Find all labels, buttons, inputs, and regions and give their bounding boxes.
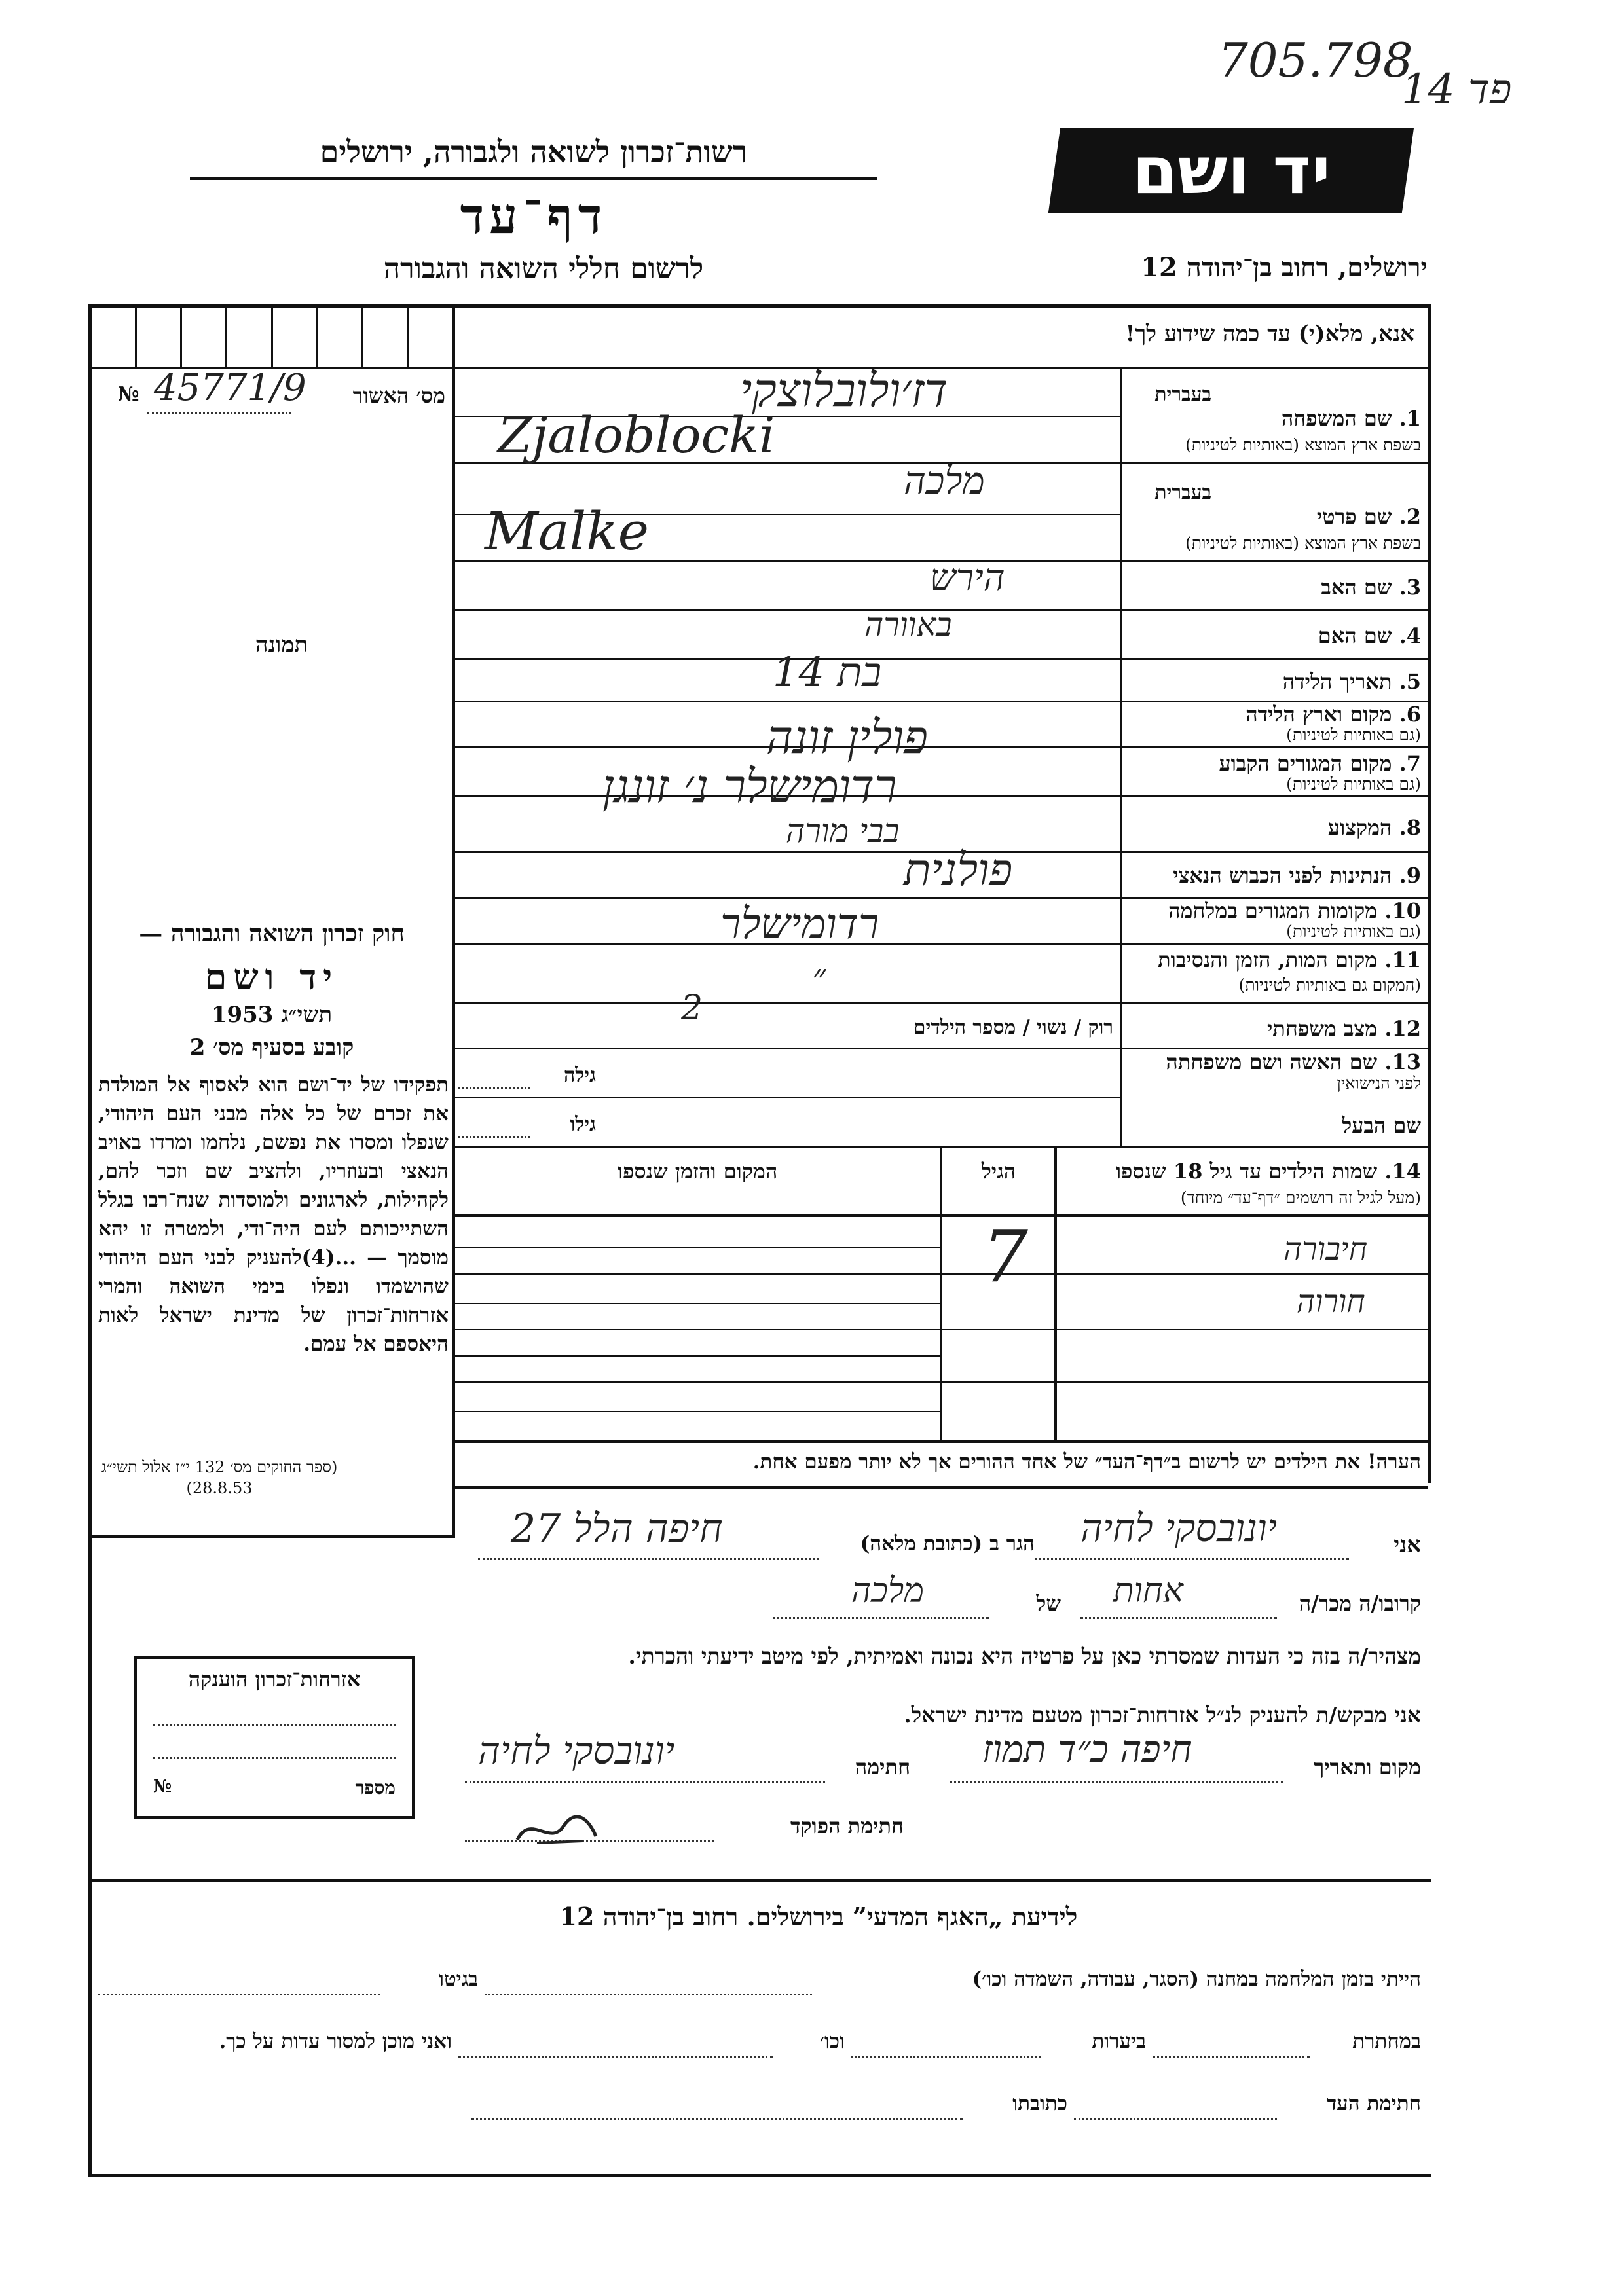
wife-age-label: גילה	[563, 1064, 596, 1087]
declaration-request: אני מבקש/ת להעניק לנ״ל אזרחות־זכרון מטעם מדינת ישראל.	[904, 1702, 1421, 1728]
approval-prefix: №	[118, 383, 139, 406]
approval-value: 45771/9	[154, 367, 306, 409]
firstname-hebrew: מלכה	[904, 458, 985, 503]
law-clause: קובע בסעיף מס׳ 2	[189, 1034, 354, 1061]
residence: רדומישלר נ׳ זונגן	[602, 759, 897, 813]
declaration-statement: מצהיר/ה בזה כי העדות שמסרתי כאן על פרטיה היא נכונה ואמיתית, לפי מיטב ידיעתי והכרתי.	[628, 1643, 1421, 1669]
field-10-label: 10. מקומות המגורים במלחמה	[1168, 898, 1421, 923]
declaration-i-label: אני	[1393, 1532, 1421, 1558]
label-column-divider	[1120, 367, 1122, 1146]
bottom-title: לידיעת „האגף המדעי” בירושלים. רחוב בן־יהודה 12	[559, 1902, 1078, 1931]
bottom-line3-b: כתובתו	[1012, 2092, 1067, 2115]
signature-label: חתימה	[855, 1755, 910, 1779]
field-4-label: 4. שם האם	[1318, 623, 1421, 648]
authority-underline	[190, 177, 877, 180]
declaration-lives-label: הגר ב (כתובת מלאה)	[860, 1532, 1035, 1556]
death-place-ditto: ״	[812, 956, 826, 998]
officer-signature-label: חתימת הפוקד	[790, 1813, 904, 1838]
address: ירושלים, רחוב בן־יהודה 12	[1141, 252, 1428, 283]
place-date-label: מקום ותאריך	[1314, 1755, 1421, 1779]
field-6-label: 6. מקום וארץ הלידה	[1246, 702, 1421, 727]
frame-right	[1428, 304, 1431, 1483]
page-marks: 14 פד	[1401, 65, 1512, 114]
profession: בבי מורה	[786, 812, 900, 850]
birth-place: פולין זונה	[766, 710, 928, 764]
firstname-latin: Malke	[485, 501, 650, 562]
field-1-label: 1. שם המשפחה	[1281, 406, 1421, 431]
child-1-age: 7	[982, 1214, 1028, 1298]
field-7-label: 7. מקום המגורים הקבוע	[1219, 751, 1421, 776]
law-name: יד ושם	[204, 956, 339, 998]
intro-text: אנא, מלא(י) עד כמה שידוע לך!	[1125, 321, 1414, 347]
bottom-line2-a: במחתרת	[1352, 2030, 1421, 2053]
surname-latin: Zjaloblocki	[498, 406, 775, 464]
children-header: 14. שמות הילדים עד גיל 18 שנספו	[1115, 1159, 1421, 1184]
field-12-options: רוק / נשוי / מספר הילדים	[913, 1016, 1113, 1039]
of-value: מלכה	[851, 1571, 925, 1611]
wartime-residence: רדומישלר	[720, 900, 879, 949]
relation-value: אחות	[1113, 1571, 1183, 1611]
place-date-value: חיפה כ״ד תמוז	[982, 1728, 1192, 1771]
approval-label: מס׳ האשור	[352, 383, 445, 408]
children-age-header: הגיל	[981, 1159, 1016, 1184]
field-11-sub: (המקום גם באותיות לטיניות)	[1238, 975, 1421, 994]
nationality: פולנית	[904, 845, 1013, 896]
field-10-sub: (גם באותיות לטיניות)	[1286, 922, 1421, 941]
citizenship-number-label: מספר	[355, 1777, 396, 1798]
form-title: דף־עד	[460, 187, 608, 245]
field-1-tag: בעברית	[1154, 383, 1211, 406]
bottom-line2-b: ביערות	[1092, 2030, 1146, 2053]
archive-number: 705.798	[1218, 33, 1413, 88]
citizenship-number-prefix: №	[153, 1777, 172, 1796]
field-1-sub: בשפת ארץ המוצא (באותיות לטיניות)	[1185, 435, 1421, 454]
citizenship-title: אזרחות־זכרון הוענקה	[188, 1667, 361, 1692]
bottom-line3-a: חתימת העד	[1327, 2092, 1421, 2115]
authority-name: רשות־זכרון לשואה ולגבורה, ירושלים	[320, 134, 748, 170]
field-7-sub: (גם באותיות לטיניות)	[1286, 774, 1421, 793]
father-name: הירש	[930, 556, 1005, 599]
yad-vashem-logo	[1048, 128, 1414, 213]
officer-signature-mark	[511, 1807, 602, 1853]
children-col-divider-1	[1054, 1146, 1057, 1440]
of-label: של	[1036, 1591, 1061, 1616]
birth-date: בת 14	[773, 648, 882, 696]
left-column-divider	[452, 304, 455, 1535]
law-year: תשי״ג 1953	[211, 1002, 333, 1028]
bottom-line2-c: וכו׳	[819, 2030, 845, 2053]
field-5-label: 5. תאריך הלידה	[1282, 669, 1421, 694]
field-8-label: 8. המקצוע	[1327, 815, 1421, 840]
photo-label: תמונה	[255, 632, 308, 658]
child-1-name: חיבורה	[1283, 1231, 1368, 1267]
children-place-header: המקום והזמן שנספו	[617, 1159, 778, 1184]
bottom-line1-b: בגיטו	[439, 1967, 478, 1991]
left-column-bottom	[88, 1535, 455, 1538]
citizenship-box	[134, 1656, 415, 1819]
relative-label: קרובו/ה מכר/ה	[1299, 1591, 1421, 1616]
note-text: הערה! את הילדים יש לרשום ב״דף־העד״ של אחד ההורים אך לא יותר מפעם אחת.	[752, 1450, 1421, 1474]
frame-bottom	[88, 2174, 1431, 2177]
children-count: 2	[681, 989, 703, 1028]
child-2-name: חורוה	[1297, 1283, 1365, 1320]
children-header-sub: (מעל לגיל זה רושמים ״דף־עד״ מיוחד)	[1180, 1188, 1421, 1207]
field-13-sub: לפני הנישואין	[1337, 1074, 1421, 1093]
field-6-sub: (גם באותיות לטיניות)	[1286, 725, 1421, 744]
declarant-address: חיפה הלל 27	[511, 1506, 723, 1552]
approval-boxes	[92, 308, 452, 367]
husband-label: שם הבעל	[1342, 1113, 1421, 1138]
field-9-label: 9. הנתינות לפני הכבוש הנאצי	[1173, 863, 1421, 888]
field-2-sub: בשפת ארץ המוצא (באותיות לטיניות)	[1185, 534, 1421, 553]
form-subtitle: לרשום חללי השואה והגבורה	[383, 252, 704, 285]
mother-name: באוורה	[864, 606, 952, 644]
law-title: חוק זכרון השואה והגבורה —	[139, 920, 405, 947]
logo-text: יד ושם	[1132, 132, 1331, 209]
bottom-separator	[88, 1879, 1431, 1882]
law-reference: (ספר החוקים מס׳ 132 י״ז אלול תשי״ג 28.8.53)	[101, 1458, 338, 1497]
field-11-label: 11. מקום המות, הזמן והנסיבות	[1158, 947, 1421, 972]
field-12-label: 12. מצב משפחתי	[1267, 1016, 1421, 1041]
field-2-label: 2. שם פרטי	[1316, 504, 1421, 529]
frame-left	[88, 304, 92, 2177]
bottom-line1-a: הייתי בזמן המלחמה במחנה (הסגר, עבודה, השמדה וכו׳)	[972, 1967, 1421, 1991]
declarant-name: יונובסקי לחיה	[1080, 1506, 1278, 1550]
field-2-tag: בעברית	[1154, 481, 1211, 504]
children-col-divider-2	[940, 1146, 942, 1440]
law-text: תפקידו של יד־ושם הוא לאסוף אל המולדת את זכרם של כל אלה מבני העם היהודי, שנפלו ומסרו את נפשם, נלחמו ומרדו באויב הנאצי ובעוזריו, ולהציב שם וזכר להם, לקהילות, לארגונים ולמוסדות שנח־רבו בגלל השתייכותם לעם היה־ודי, ולמטרה זו יהא מוסמך — ...(4)להעניק לבני העם היהודי שהושמדו ונפלו בימי השואה והמרי אזרחות־זכרון של מדינת ישראל לאות היאספם אל עמם.	[98, 1073, 449, 1356]
field-13-label: 13. שם האשה ושם משפחתה	[1166, 1049, 1421, 1074]
signature-value: יונובסקי לחיה	[478, 1728, 675, 1773]
surname-hebrew: דז׳ולובלוצקי	[740, 363, 948, 417]
bottom-line2-d: ואני מוכן למסור עדות על כך.	[219, 2030, 452, 2053]
husband-age-label: גילו	[570, 1113, 596, 1136]
field-3-label: 3. שם האב	[1321, 575, 1421, 600]
